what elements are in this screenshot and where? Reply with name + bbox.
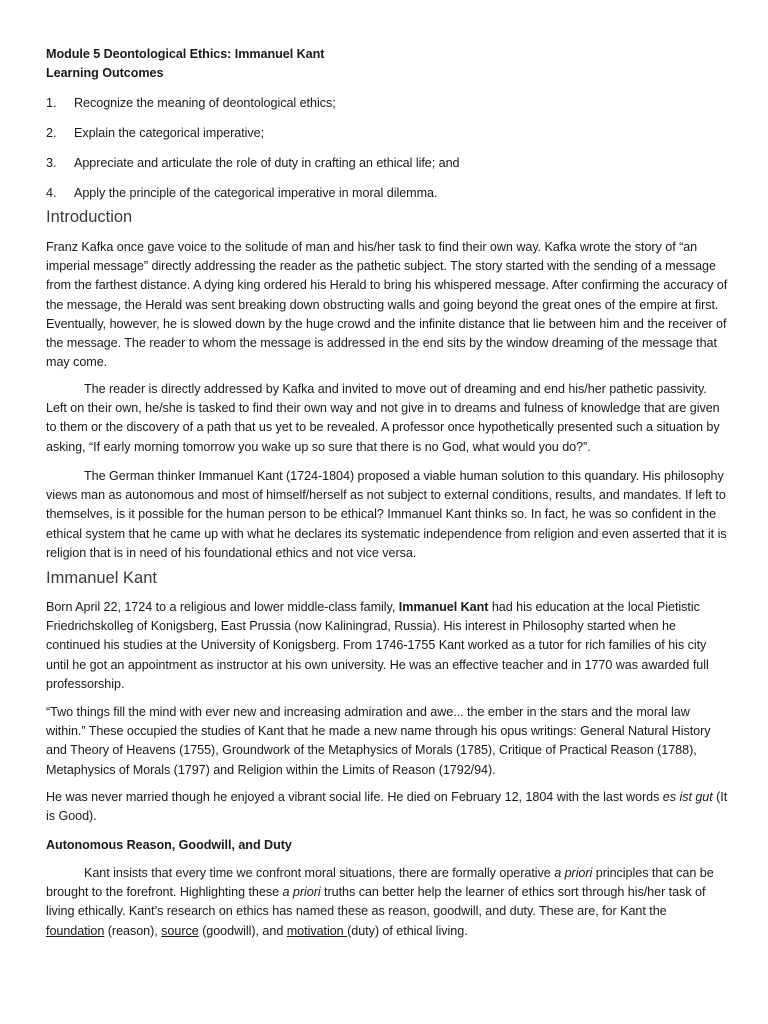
kant-paragraph-3 <box>46 788 728 826</box>
outcome-text: Apply the principle of the categorical imperative in moral dilemma. <box>74 186 438 200</box>
module-header <box>46 45 324 83</box>
outcome-number: 3. <box>46 156 57 170</box>
outcome-text: Recognize the meaning of deontological ethics; <box>74 96 336 110</box>
auto-text-5: (goodwill), and <box>198 923 287 938</box>
kant-paragraph-1 <box>46 598 728 694</box>
outcome-number: 4. <box>46 186 57 200</box>
autonomous-heading: Autonomous Reason, Goodwill, and Duty <box>46 838 292 852</box>
motivation-underlined: motivation <box>286 923 348 938</box>
source-underlined: source <box>161 923 199 938</box>
intro-paragraph-3: The German thinker Immanuel Kant (1724-1804) proposed a viable human solution to this quandary. His philosophy views man as autonomous and most of himself/herself as not subject to external conditions, results, and mandates. If left to themselves, is it possible for the human person to be ethical? Immanuel Kant thinks so. In fact, he was so confident in the ethical system that he came up with what he declares its systematic independence from religion and even asserted that it is religion that is in need of his foundational ethics and not vice versa. <box>46 469 727 560</box>
kant-heading: Immanuel Kant <box>46 569 157 587</box>
outcome-number: 1. <box>46 96 57 110</box>
kant-p1-rest: had his education at the local Pietistic Friedrichskolleg of Konigsberg, East Prussia (now Kaliningrad, Russia). His interest in Philosophy started when he continued his studies at the University of Konigsberg. From 1746-1755 Kant worked as a tutor for rich families of his city until he got an appointment as instructor at his own university. He was an effective teacher and in 1770 was awarded full professorship. <box>46 600 709 691</box>
auto-text-2: principles that can be brought to the forefront. Highlighting these <box>46 866 714 900</box>
outcome-item <box>46 154 736 184</box>
auto-text-6: (duty) of ethical living. <box>347 923 468 938</box>
kant-p1-text: Born April 22, 1724 to a religious and lower middle-class family, <box>46 600 399 614</box>
intro-paragraph-2: The reader is directly addressed by Kafka and invited to move out of dreaming and end his/her pathetic passivity. Left on their own, he/she is tasked to find their own way and not give in to dreams and fulness of knowledge that are given to them or the discovery of a path that us yet to be revealed. A professor once hypothetically presented such a situation by asking, “If early morning tomorrow you wake up so sure that there is no God, what would you do?”. <box>46 382 720 454</box>
foundation-underlined: foundation <box>46 923 105 938</box>
outcome-number: 2. <box>46 126 57 140</box>
introduction-heading: Introduction <box>46 208 133 226</box>
kant-p3-text: He was never married though he enjoyed a vibrant social life. He died on February 12, 1804 with the last words <box>46 790 663 804</box>
kant-p3-rest: (It is Good). <box>46 790 728 824</box>
outcome-item <box>46 124 736 154</box>
outcome-item <box>46 184 736 214</box>
intro-paragraph-1: Franz Kafka once gave voice to the solitude of man and his/her task to find their own way. Kafka wrote the story of “an imperial message” directly addressing the reader as the pathetic subject. The story started with the sending of a message from the farthest distance. A dying king ordered his Herald to bring his whispered message. After confirming the accuracy of the message, the Herald was sent breaking down obstructing walls and going beyond the great ones of the empire at first. Eventually, however, he is slowed down by the huge crowd and the infinite distance that lie between him and the receiver of the message. The reader to whom the message is addressed in the end sits by the window dreaming of the message that may come. <box>46 240 728 370</box>
a-priori-italic: a priori <box>282 885 321 900</box>
auto-text-3: truths can better help the learner of ethics sort through his/her task of living ethically. Kant’s research on ethics has named these as reason, goodwill, and duty. These are, for Kant the <box>46 885 706 919</box>
a-priori-italic: a priori <box>554 866 593 880</box>
outcome-text: Appreciate and articulate the role of duty in crafting an ethical life; and <box>74 156 460 170</box>
kant-name-bold: Immanuel Kant <box>398 600 489 614</box>
auto-text-4: (reason), <box>104 923 162 938</box>
outcome-text: Explain the categorical imperative; <box>74 126 265 140</box>
learning-outcomes-list <box>46 94 736 214</box>
autonomous-paragraph <box>46 864 728 941</box>
outcome-item <box>46 94 736 124</box>
last-words-italic: es ist gut <box>662 790 713 804</box>
kant-quote-paragraph: “Two things fill the mind with ever new and increasing admiration and awe... the ember in the stars and the moral law within.” These occupied the studies of Kant that he made a new name through his opus writings: General Natural History and Theory of Heavens (1755), Groundwork of the Metaphysics of Morals (1785), Critique of Practical Reason (1788), Metaphysics of Morals (1797) and Religion within the Limits of Reason (1792/94). <box>46 705 711 777</box>
auto-text-1: Kant insists that every time we confront moral situations, there are formally operative <box>84 866 555 880</box>
learning-outcomes-title: Learning Outcomes <box>46 66 164 80</box>
module-title: Module 5 Deontological Ethics: Immanuel Kant <box>46 47 325 61</box>
